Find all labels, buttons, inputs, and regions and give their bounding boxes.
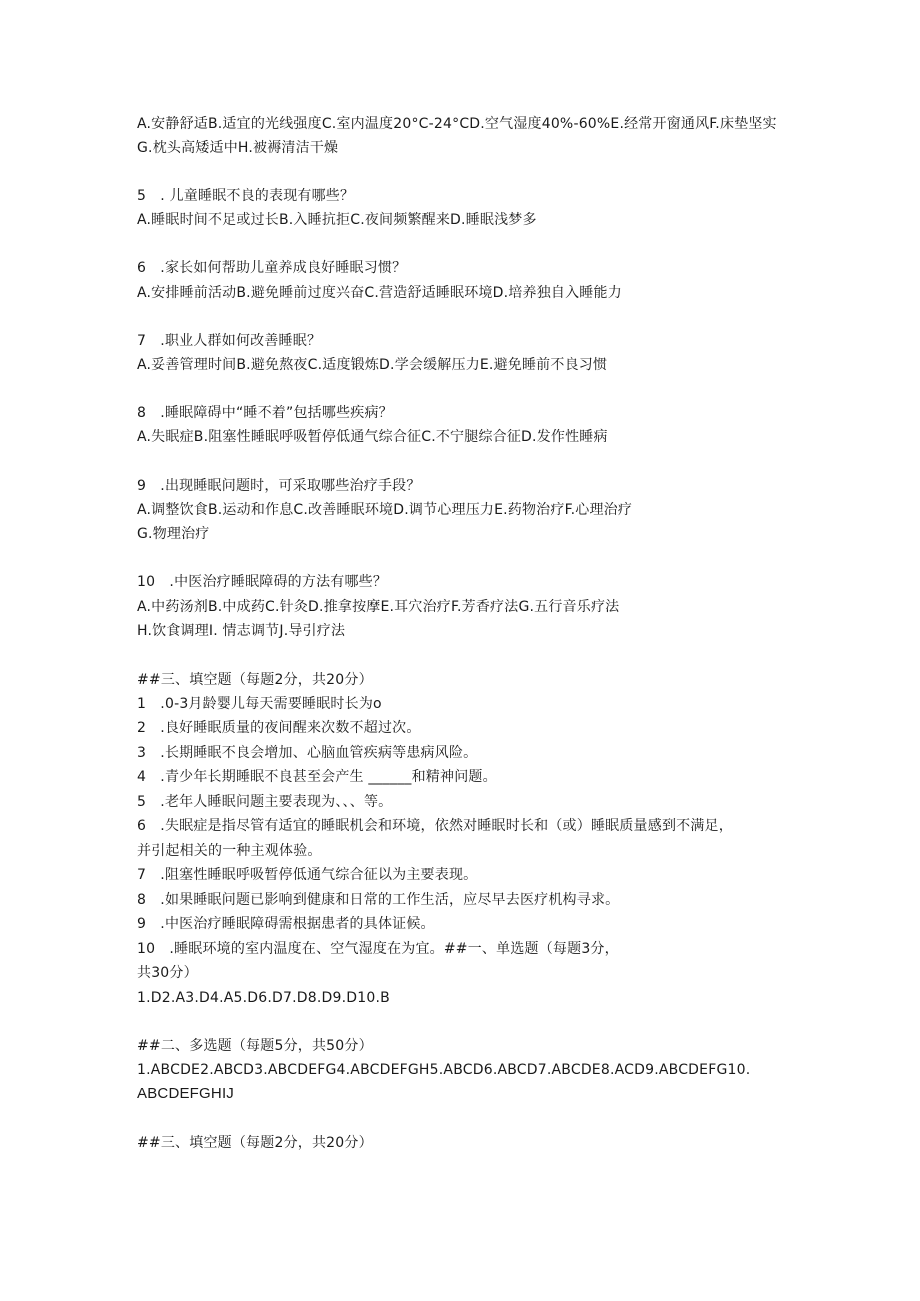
multi-choice-answers-line-2: ABCDEFGHIJ [137,1085,235,1102]
q10-options-line-1: A.中药汤剂B.中成药C.针灸D.推拿按摩E.耳穴治疗F.芳香疗法G.五行音乐疗法 [137,599,620,615]
fill-item-6-line-2: 并引起相关的一种主观体验。 [137,843,322,859]
q5-question: 5 . 儿童睡眠不良的表现有哪些？ [137,188,355,204]
multi-choice-answers-line-1: 1.ABCDE2.ABCD3.ABCDEFG4.ABCDEFGH5.ABCD6.ABCD7.ABCDE8.ACD9.ABCDEFG10. [137,1062,751,1078]
fill-item-10-line-2: 共30分） [137,965,198,981]
section-fill-heading-answers: ##三、填空题（每题2分，共20分） [137,1135,373,1151]
q8-options: A.失眠症B.阻塞性睡眠呼吸暂停低通气综合征C.不宁腿综合征D.发作性睡病 [137,429,608,445]
q7-options: A.妥善管理时间B.避免熬夜C.适度锻炼D.学会缓解压力E.避免睡前不良习惯 [137,357,608,373]
q7-question: 7 .职业人群如何改善睡眠？ [137,333,322,349]
q6-question: 6 .家长如何帮助儿童养成良好睡眠习惯？ [137,260,407,276]
fill-item-9: 9 .中医治疗睡眠障碍需根据患者的具体证候。 [137,916,435,932]
fill-item-4: 4 .青少年长期睡眠不良甚至会产生 ______和精神问题。 [137,769,497,785]
fill-item-2: 2 .良好睡眠质量的夜间醒来次数不超过次。 [137,720,421,736]
q10-question: 10 .中医治疗睡眠障碍的方法有哪些？ [137,574,388,590]
q9-options-line-1: A.调整饮食B.运动和作息C.改善睡眠环境D.调节心理压力E.药物治疗F.心理治疗 [137,502,633,518]
single-choice-answers: 1.D2.A3.D4.A5.D6.D7.D8.D9.D10.B [137,990,390,1006]
fill-item-1: 1 .0-3月龄婴儿每天需要睡眠时长为o [137,696,382,712]
q9-question: 9 .出现睡眠问题时，可采取哪些治疗手段？ [137,478,421,494]
fill-item-7: 7 .阻塞性睡眠呼吸暂停低通气综合征以为主要表现。 [137,867,478,883]
fill-item-3: 3 .长期睡眠不良会增加、心脑血管疾病等患病风险。 [137,745,478,761]
q4-options-line-2: G.枕头高矮适中H.被褥清洁干燥 [137,140,339,156]
section-fill-heading: ##三、填空题（每题2分，共20分） [137,672,373,688]
fill-item-8: 8 .如果睡眠问题已影响到健康和日常的工作生活，应尽早去医疗机构寻求。 [137,892,620,908]
q4-options-line-1: A.安静舒适B.适宜的光线强度C.室内温度20°C-24°CD.空气湿度40%-60%E.经常开窗通风F.床垫坚实 [137,116,777,132]
q6-options: A.安排睡前活动B.避免睡前过度兴奋C.营造舒适睡眠环境D.培养独自入睡能力 [137,285,622,301]
q8-question: 8 .睡眠障碍中“睡不着”包括哪些疾病？ [137,405,393,421]
fill-item-6-line-1: 6 .失眠症是指尽管有适宜的睡眠机会和环境，依然对睡眠时长和（或）睡眠质量感到不满足， [137,818,733,834]
section-multi-heading: ##二、多选题（每题5分，共50分） [137,1038,373,1054]
q9-options-line-2: G.物理治疗 [137,526,210,542]
q5-options: A.睡眠时间不足或过长B.入睡抗拒C.夜间频繁醒来D.睡眠浅梦多 [137,212,537,228]
fill-item-10-line-1: 10 .睡眠环境的室内温度在、空气湿度在为宜。##一、单选题（每题3分， [137,941,619,957]
q10-options-line-2: H.饮食调理I. 情志调节J.导引疗法 [137,623,346,639]
fill-item-5: 5 .老年人睡眠问题主要表现为、、、等。 [137,794,393,810]
